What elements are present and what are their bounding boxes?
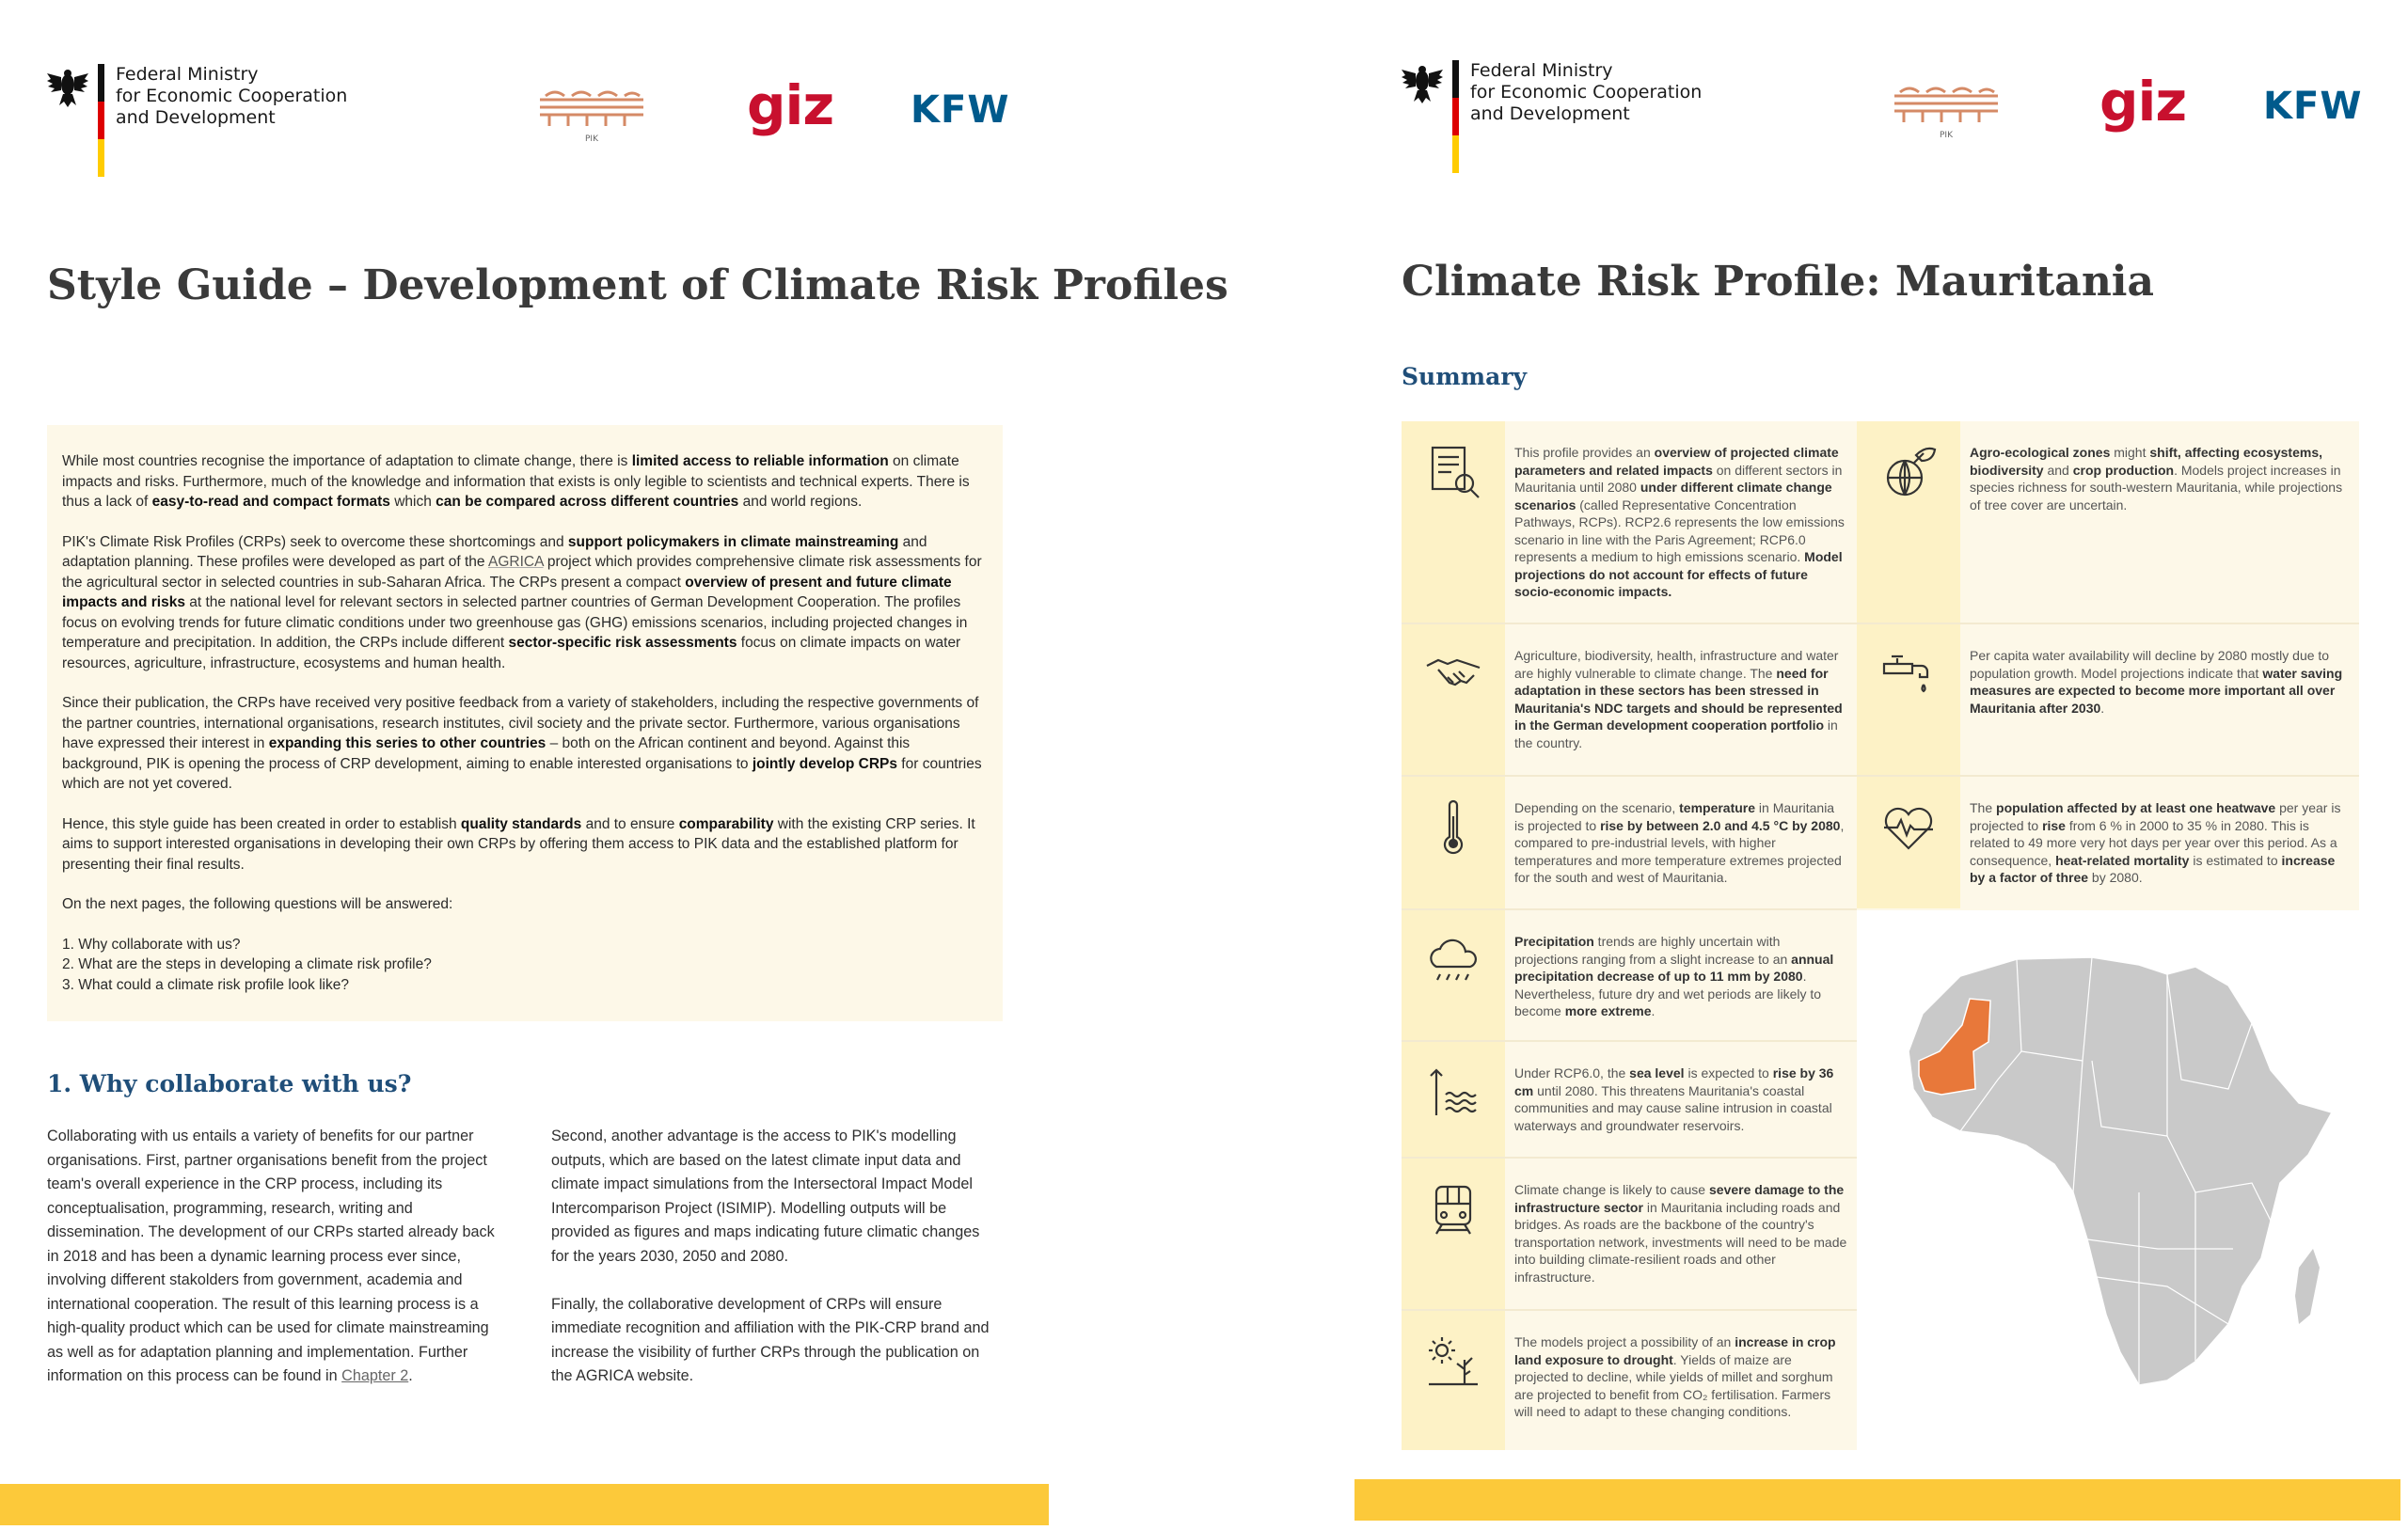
summary-card-temperature: [1402, 777, 1857, 908]
climate-risk-profile-page: [1354, 0, 2408, 1530]
summary-card-overview: [1402, 421, 1857, 623]
card-text: Under RCP6.0, the sea level is expected to rise by 36 cm until 2080. This threatens Mauritania's coastal communities and may cause saline intrusion in coastal waterways and groundwater reservoirs.: [1514, 1065, 1834, 1133]
icon-cell: [1402, 777, 1505, 908]
card-text: Agriculture, biodiversity, health, infrastructure and water are highly vulnerable to climate change. The need for adaptation in these sectors has been stressed in Mauritania's NDC targets and should be represented in the German development cooperation portfolio in the country.: [1514, 648, 1843, 750]
footer-bar: [1354, 1479, 2400, 1521]
card-text: Climate change is likely to cause severe damage to the infrastructure sector in Mauritania including roads and bridges. As roads are the backbone of the country's transportation network, investments will need to be made into building climate-resilient roads and other infrastructure.: [1514, 1182, 1847, 1285]
list-item: 1. Why collaborate with us?: [62, 936, 241, 953]
icon-cell: [1857, 421, 1960, 623]
section-heading: 1. Why collaborate with us?: [47, 1070, 412, 1097]
document-search-icon: [1423, 442, 1483, 502]
page-title: Climate Risk Profile: Mauritania: [1402, 258, 2155, 306]
globe-leaf-icon: [1878, 442, 1939, 502]
summary-card-water: [1857, 624, 2359, 775]
kfw-logo: KFW: [2263, 85, 2363, 128]
intro-paragraph-3: Since their publication, the CRPs have received very positive feedback from a variety of stakeholders, including the respective governments of the partner countries, international organisations, research institutes, civil society and the private sector. Furthermore, various organisations have expressed their interest in expanding this series to other countries – both on the African continent and beyond. Against this background, PIK is opening the process of CRP development, aiming to enable interested organisations to jointly develop CRPs for countries which are not yet covered.: [62, 695, 982, 792]
drought-icon: [1423, 1332, 1483, 1392]
africa-map: [1857, 910, 2359, 1450]
text-column-2: [551, 1125, 1001, 1412]
german-flag-bar: [1452, 60, 1459, 173]
ministry-name: Federal Ministry for Economic Cooperation and Development: [116, 64, 348, 128]
summary-card-infrastructure: [1402, 1159, 1857, 1309]
footer-bar: [0, 1484, 1049, 1525]
rain-cloud-icon: [1423, 931, 1483, 991]
svg-text:PIK: PIK: [1940, 131, 1953, 140]
icon-cell: [1402, 1311, 1505, 1450]
icon-cell: [1402, 624, 1505, 775]
card-text: The population affected by at least one heatwave per year is projected to rise from 6 % in 2000 to 35 % in 2080. This is related to 49 more very hot days per year over this period. As a consequence, heat-related mortality is estimated to increase by a factor of three by 2080.: [1970, 800, 2341, 885]
summary-heading: Summary: [1402, 363, 1528, 390]
summary-card-precipitation: [1402, 910, 1857, 1040]
german-flag-bar: [98, 64, 104, 177]
card-text: Precipitation trends are highly uncertain with projections ranging from a slight increase to an annual precipitation decrease of up to 11 mm by 2080. Nevertheless, future dry and wet periods are likely to become more extreme.: [1514, 934, 1834, 1018]
sea-level-icon: [1423, 1063, 1483, 1123]
kfw-logo: KFW: [911, 88, 1010, 132]
summary-card-ecosystems: [1857, 421, 2359, 623]
intro-box: [47, 425, 1003, 1021]
column-1-paragraph: Collaborating with us entails a variety of benefits for our partner organisations. First, partner organisations benefit from the project team's overall experience in the CRP process, including its conceptualisation, programming, research, writing and dissemination. The development of our CRPs started already back in 2018 and has been a dynamic learning process ever since, involving different stakolders from government, academia and international cooperation. The result of this learning process is a high-quality product which can be used for climate mainstreaming as well as for adaptation planning and implementation. Further information on this process can be found in Chapter 2.: [47, 1128, 495, 1384]
icon-cell: [1402, 1159, 1505, 1309]
text-column-1: [47, 1125, 497, 1412]
pik-logo: [1891, 83, 2002, 141]
card-text: The models project a possibility of an increase in crop land exposure to drought. Yields of maize are projected to decline, while yields of millet and sorghum are projected to benefit from CO₂ fertilisation. Farmers will need to adapt to these changing conditions.: [1514, 1334, 1836, 1419]
column-2-paragraph-2: Finally, the collaborative development of CRPs will ensure immediate recognition and affiliation with the PIK-CRP brand and increase the visibility of further CRPs through the publication on the AGRICA website.: [551, 1295, 990, 1384]
page-title: Style Guide – Development of Climate Risk Profiles: [47, 261, 1228, 309]
water-tap-icon: [1878, 645, 1939, 705]
heart-pulse-icon: [1878, 797, 1939, 858]
pik-logo: [536, 87, 647, 145]
icon-cell: [1857, 777, 1960, 908]
card-text: Per capita water availability will decline by 2080 mostly due to population growth. Model projections indicate that water saving measures are expected to become more important all over Mauritania after 2030.: [1970, 648, 2343, 716]
questions-list: [62, 935, 986, 996]
card-text: Agro-ecological zones might shift, affecting ecosystems, biodiversity and crop production. Models project increases in species richness for south-western Mauritania, while projections of tree cover are uncertain.: [1970, 445, 2343, 513]
bmz-logo: [1400, 60, 1702, 173]
list-item: 2. What are the steps in developing a climate risk profile?: [62, 956, 432, 972]
column-2-paragraph-1: Second, another advantage is the access to PIK's modelling outputs, which are based on the latest climate input data and climate impact simulations from the Intersectoral Impact Model Intercomparison Project (ISIMIP). Modelling outputs will be provided as figures and maps indicating future climatic changes for the years 2030, 2050 and 2080.: [551, 1128, 980, 1265]
icon-cell: [1402, 1042, 1505, 1157]
giz-logo: giz: [2099, 70, 2187, 134]
summary-card-sea-level: [1402, 1042, 1857, 1157]
giz-logo: giz: [747, 73, 834, 137]
intro-paragraph-4: Hence, this style guide has been created in order to establish quality standards and to ensure comparability with the existing CRP series. It aims to support interested organisations in developing their own CRPs by offering them access to PIK data and the established platform for presenting their final results.: [62, 815, 975, 873]
intro-paragraph-1: While most countries recognise the importance of adaptation to climate change, there is limited access to reliable information on climate impacts and risks. Furthermore, much of the knowledge and information that exists is only legible to scientists and technical experts. There is thus a lack of easy-to-read and compact formats which can be compared across different countries and world regions.: [62, 453, 970, 510]
card-text: This profile provides an overview of projected climate parameters and related impacts on different sectors in Mauritania until 2080 under different climate change scenarios (called Representative Concentration Pathways, RCPs). RCP2.6 represents the low emissions scenario in line with the Paris Agreement; RCP6.0 represents a medium to high emissions scenario. Model projections do not account for effects of future socio-economic impacts.: [1514, 445, 1845, 599]
bmz-logo: [45, 64, 347, 177]
card-text: Depending on the scenario, temperature in Mauritania is projected to rise by between 2.0 and 4.5 °C by 2080, compared to pre-industrial levels, with higher temperatures and more temperature extremes projected for the south and west of Mauritania.: [1514, 800, 1845, 885]
icon-cell: [1402, 421, 1505, 623]
train-icon: [1423, 1179, 1483, 1239]
summary-card-health: [1857, 777, 2359, 908]
icon-cell: [1402, 910, 1505, 1040]
handshake-icon: [1423, 645, 1483, 705]
thermometer-icon: [1423, 797, 1483, 858]
summary-card-agriculture: [1402, 1311, 1857, 1450]
summary-card-sectors: [1402, 624, 1857, 775]
list-item: 3. What could a climate risk profile look like?: [62, 976, 349, 993]
intro-paragraph-5: On the next pages, the following questions will be answered:: [62, 896, 453, 912]
summary-grid: [1402, 421, 2359, 1450]
intro-paragraph-2: PIK's Climate Risk Profiles (CRPs) seek to overcome these shortcomings and support policymakers in climate mainstreaming and adaptation planning. These profiles were developed as part of the AGRICA project which provides comprehensive climate risk assessments for the agricultural sector in selected countries in sub-Saharan Africa. The CRPs present a compact overview of present and future climate impacts and risks at the national level for relevant sectors in selected partner countries of German Development Cooperation. The profiles focus on evolving trends for future climatic conditions under two greenhouse gas (GHG) emissions scenarios, including projected changes in temperature and precipitation. In addition, the CRPs include different sector-specific risk assessments focus on climate impacts on water resources, agriculture, infrastructure, ecosystems and human health.: [62, 533, 982, 671]
icon-cell: [1857, 624, 1960, 775]
svg-text:PIK: PIK: [585, 134, 598, 144]
federal-eagle-icon: [45, 64, 90, 109]
ministry-name: Federal Ministry for Economic Cooperation and Development: [1470, 60, 1703, 124]
federal-eagle-icon: [1400, 60, 1445, 105]
